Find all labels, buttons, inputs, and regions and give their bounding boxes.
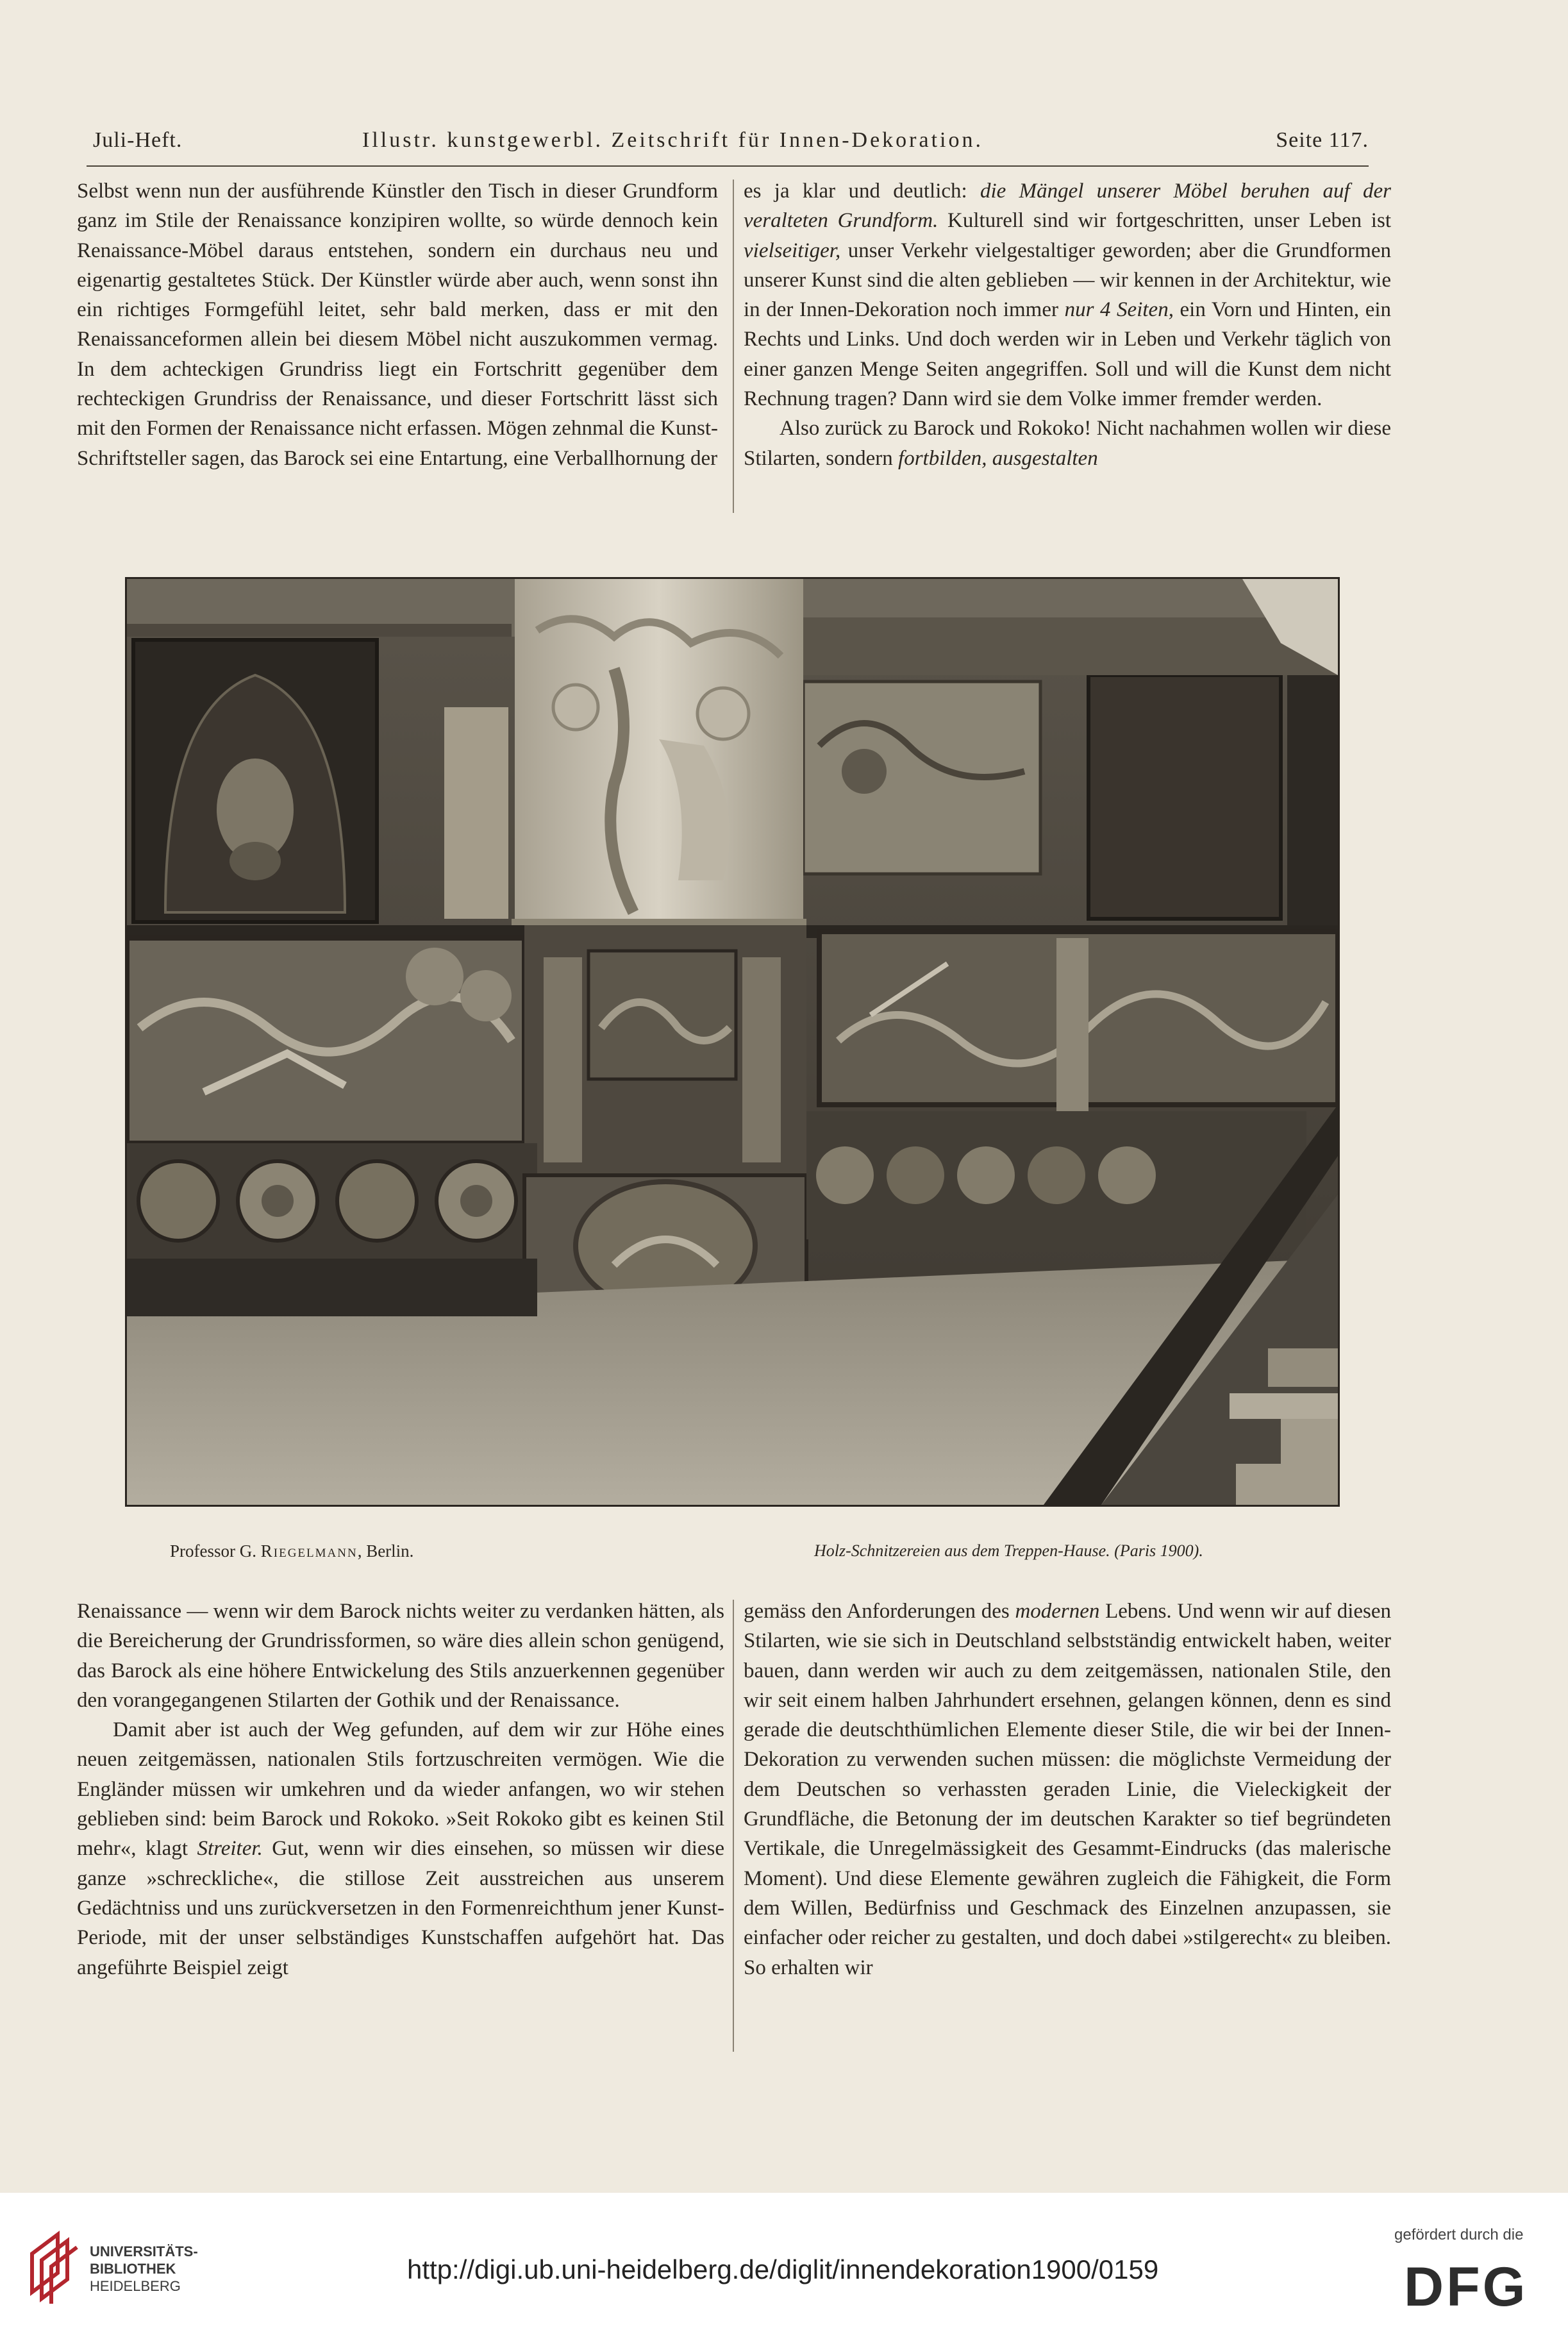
header-journal-title: Illustr. kunstgewerbl. Zeitschrift für Innen-Dekoration. [362,128,983,152]
paragraph: Renaissance — wenn wir dem Barock nichts weiter zu verdanken hätten, als die Bereicherung der Grundrissformen, so wäre dies allein schon genügend, das Barock als eine höhere Entwickelung des Stils anzuerkennen gegenüber den vorangegangenen Stilarten der Gothik und der Renaissance. [77,1600,724,1712]
header-page-number: Seite 117. [1276,128,1369,152]
header-issue: Juli-Heft. [93,128,183,152]
top-left-column [77,176,718,473]
paragraph: Also zurück zu Barock und Rokoko! Nicht nachahmen wollen wir diese Stilarten, sondern fortbilden, ausgestalten [744,417,1391,470]
library-name: UNIVERSITÄTS- BIBLIOTHEK HEIDELBERG [90,2243,198,2294]
photo-caption: Holz-Schnitzereien aus dem Treppen-Hause. (Paris 1900). [814,1541,1203,1560]
header-rule [87,165,1369,167]
column-divider [733,1600,734,2052]
paragraph: es ja klar und deutlich: die Mängel unserer Möbel beruhen auf der veralteten Grundform. Kulturell sind wir fortgeschritten, unser Leben ist vielseitiger, unser Verkehr vielgestaltiger geworden; aber die Grundformen unserer Kunst sind die alten geblieben — wir kennen in der Architektur, wie in der Innen-Dekoration noch immer nur 4 Seiten, ein Vorn und Hinten, ein Rechts und Links. Und doch werden wir in Leben und Verkehr täglich von einer ganzen Menge Seiten angegriffen. Soll und will die Kunst dem nicht Rechnung tragen? Dann wird sie dem Volke immer fremder werden. [744,180,1392,411]
dfg-logo: DFG [1404,2256,1528,2318]
photo-credit: Professor G. Riegelmann, Berlin. [170,1541,414,1561]
running-header [93,128,1369,167]
photograph-carved-staircase [125,577,1340,1507]
permalink-url[interactable]: http://digi.ub.uni-heidelberg.de/diglit/innendekoration1900/0159 [407,2254,1159,2284]
column-divider [733,180,734,513]
university-library-logo-icon [19,2228,83,2305]
paragraph: gemäss den Anforderungen des modernen Lebens. Und wenn wir auf diesen Stilarten, wie sie sich in Deutschland selbstständig entwickelt haben, weiter bauen, dann werden wir auch zu dem zeitgemässen, nationalen Stile, den wir seit einem halben Jahrhundert ersehnen, gelangen können, denn es sind gerade die deutschthümlichen Elemente dieser Stile, die wir bei der Innen-Dekoration zu verwenden suchen müssen: die möglichste Vermeidung der dem Deutschen so verhassten geraden Linie, die Vieleckigkeit der Grundfläche, die Betonung der im deutschen Karakter so tief begründeten Vertikale, die Unregelmässigkeit des Gesammt-Eindrucks (das malerische Moment). Und diese Elemente gewähren zugleich die Fähigkeit, die Form dem Willen, Bedürfniss und Geschmack des Einzelnen anzupassen, sie einfacher oder reicher zu gestalten, und doch dabei »stilgerecht« zu bleiben. So erhalten wir [744,1600,1391,1979]
paragraph: Damit aber ist auch der Weg gefunden, auf dem wir zur Höhe eines neuen zeitgemässen, nationalen Stils fortzuschreiten vermögen. Wie die Engländer müssen wir umkehren und da wieder anfangen, wo wir stehen geblieben sind: beim Barock und Rokoko. »Seit Rokoko gibt es keinen Stil mehr«, klagt Streiter. Gut, wenn wir dies einsehen, so müssen wir diese ganze »schreckliche«, die stillose Zeit ausstreichen aus unserem Gedächtniss und uns zurückversetzen in den Formenreichthum jener Kunst-Periode, mit der unser selbständiges Kunstschaffen aufgehört hat. Das angeführte Beispiel zeigt [77,1718,724,1979]
funding-label: gefördert durch die [1394,2226,1524,2243]
bottom-left-column [77,1597,724,1982]
top-right-column [744,176,1391,473]
digitization-footer [0,2193,1568,2330]
bottom-right-column [744,1597,1391,1982]
photo-illustration [127,579,1338,1505]
paragraph: Selbst wenn nun der ausführende Künstler den Tisch in dieser Grundform ganz im Stile der Renaissance konzipiren wollte, so würde dennoch kein Renaissance-Möbel daraus entstehen, sondern ein durchaus neu und eigenartig gestaltetes Stück. Der Künstler würde aber auch, wenn sonst ihn ein richtiges Formgefühl leitet, sehr bald merken, dass er mit den Renaissanceformen allein bei diesem Möbel nicht auszukommen vermag. In dem achteckigen Grundriss liegt ein Fortschritt gegenüber dem rechteckigen Grundriss der Renaissance, und dieser Fortschritt lässt sich mit den Formen der Renaissance nicht erfassen. Mögen zehnmal die Kunst-Schriftsteller sagen, das Barock sei eine Entartung, eine Verballhornung der [77,180,718,470]
